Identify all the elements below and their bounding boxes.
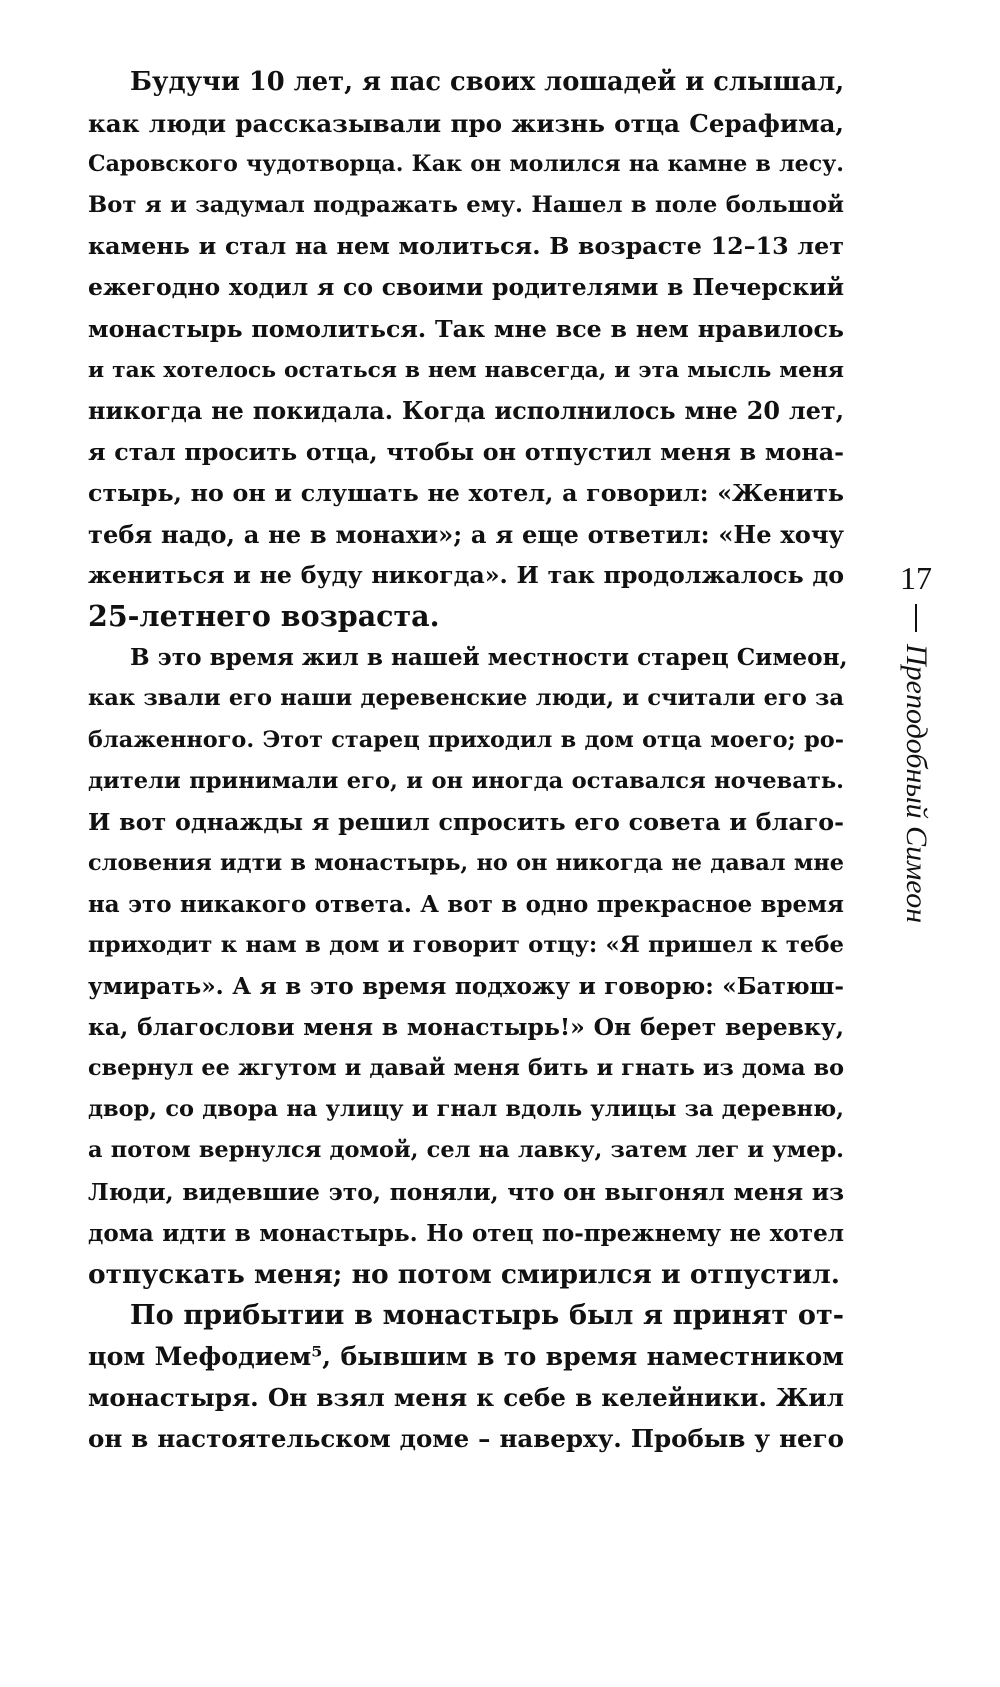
text-line: камень и стал на нем молиться. В возрасте 12–13 лет — [88, 232, 844, 261]
paragraph-1 — [88, 62, 844, 637]
text-line: ка, благослови меня в монастырь!» Он берет веревку, — [88, 1013, 844, 1042]
text-line: монастыря. Он взял меня к себе в келейники. Жил — [88, 1383, 844, 1412]
text-line: блаженного. Этот старец приходил в дом отца моего; ро- — [88, 726, 844, 753]
text-line: По прибытии в монастырь был я принят от- — [130, 1299, 844, 1331]
text-line: монастырь помолиться. Так мне все в нем нравилось — [88, 314, 844, 343]
text-line: цом Мефодием⁵, бывшим в то время наместником — [88, 1340, 844, 1371]
paragraph-2 — [88, 637, 848, 1295]
text-line: отпускать меня; но потом смирился и отпустил. — [88, 1258, 840, 1290]
page-number: 17 — [900, 560, 932, 596]
text-line: Саровского чудотворца. Как он молился на камне в лесу. — [88, 151, 844, 178]
text-line: Вот я и задумал подражать ему. Нашел в поле большой — [88, 192, 844, 219]
text-line: на это никакого ответа. А вот в одно прекрасное время — [88, 890, 844, 918]
text-line: никогда не покидала. Когда исполнилось мне 20 лет, — [88, 396, 844, 425]
running-head-title: Преподобный Симеон — [900, 644, 933, 924]
body-text — [88, 62, 848, 1459]
text-line: тебя надо, а не в монахи»; а я еще ответил: «Не хочу — [88, 520, 844, 550]
text-line: как люди рассказывали про жизнь отца Серафима, — [88, 109, 844, 139]
text-line: жениться и не буду никогда». И так продолжалось до — [88, 561, 844, 590]
text-line: как звали его наши деревенские люди, и считали его за — [88, 685, 844, 712]
running-head — [892, 560, 940, 990]
text-line: 25-летнего возраста. — [88, 599, 440, 634]
text-line: свернул ее жгутом и давай меня бить и гнать из дома во — [88, 1055, 844, 1082]
text-line: он в настоятельском доме – наверху. Пробыв у него — [88, 1424, 844, 1454]
text-line: дома идти в монастырь. Но отец по-прежнему не хотел — [88, 1219, 844, 1247]
text-line: стырь, но он и слушать не хотел, а говорил: «Женить — [88, 478, 844, 507]
text-line: умирать». А я в это время подхожу и говорю: «Батюш- — [88, 973, 844, 1001]
text-line: дители принимали его, и он иногда оставался ночевать. — [88, 767, 844, 794]
text-line: Будучи 10 лет, я пас своих лошадей и слышал, — [130, 67, 845, 97]
text-line: я стал просить отца, чтобы он отпустил меня в мона- — [88, 437, 844, 466]
text-line: Люди, видевшие это, поняли, что он выгонял меня из — [88, 1177, 844, 1206]
paragraph-3 — [88, 1295, 844, 1459]
text-line: ежегодно ходил я со своими родителями в Печерский — [88, 273, 844, 302]
text-line: двор, со двора на улицу и гнал вдоль улицы за деревню, — [88, 1096, 844, 1123]
text-line: а потом вернулся домой, сел на лавку, затем лег и умер. — [88, 1137, 844, 1164]
text-line: И вот однажды я решил спросить его совета и благо- — [88, 807, 844, 836]
text-line: приходит к нам в дом и говорит отцу: «Я пришел к тебе — [88, 931, 844, 958]
text-line: словения идти в монастырь, но он никогда не давал мне — [88, 849, 844, 876]
text-line: и так хотелось остаться в нем навсегда, и эта мысль меня — [88, 357, 844, 383]
text-line: В это время жил в нашей местности старец Симеон, — [130, 644, 848, 672]
running-head-divider — [915, 604, 917, 632]
